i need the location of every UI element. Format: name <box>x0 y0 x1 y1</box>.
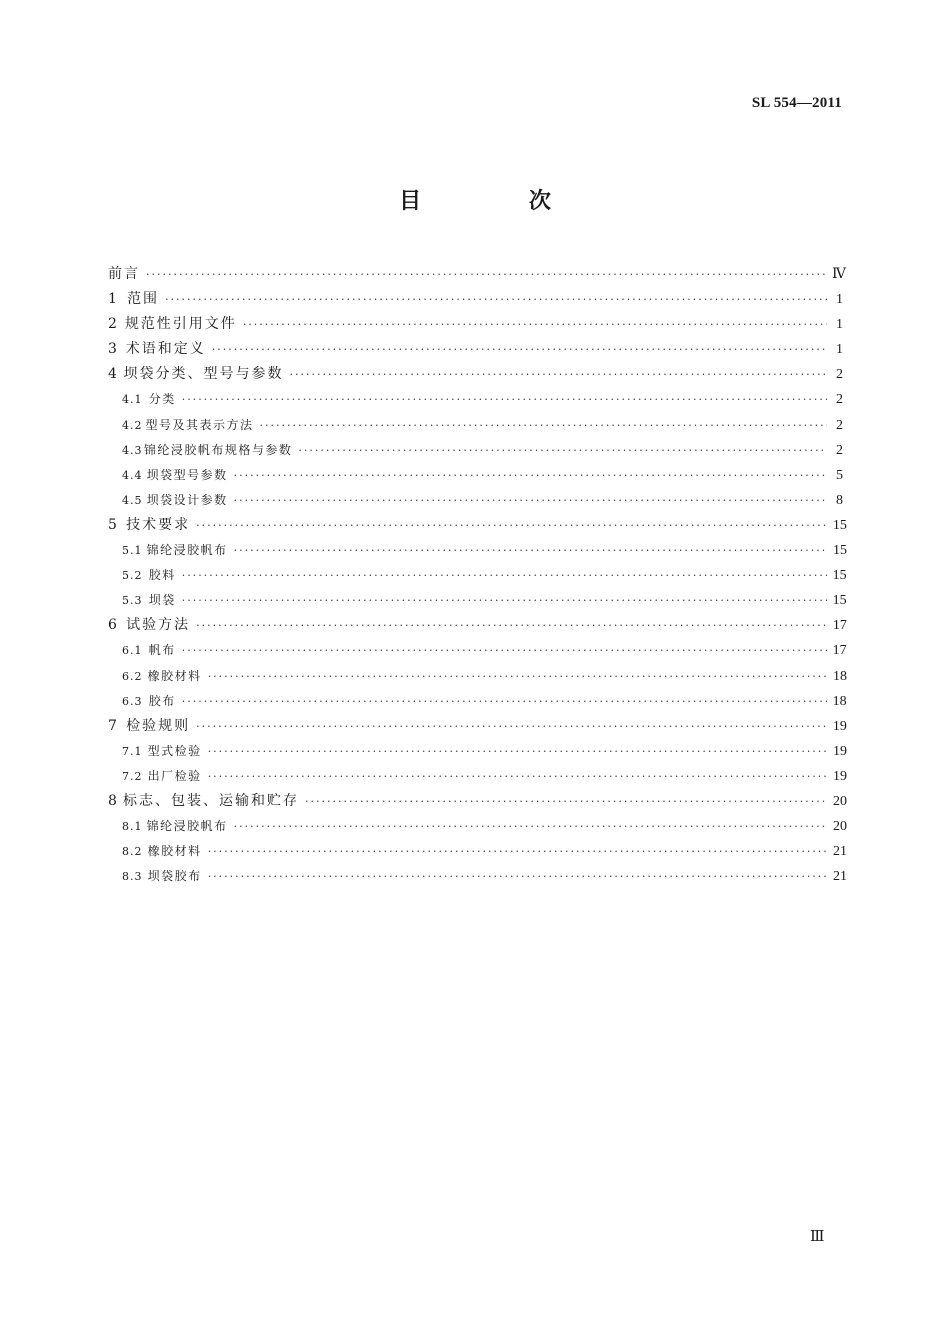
toc-entry-label: 帆布 <box>148 643 176 658</box>
toc-entry-label: 检验规则 <box>126 717 191 734</box>
toc-entry-label: 坝袋设计参数 <box>146 492 228 507</box>
toc-dot-leader <box>260 413 827 438</box>
toc-dot-leader <box>146 262 826 287</box>
toc-dot-leader <box>196 613 827 638</box>
toc-entry[interactable] <box>108 337 843 362</box>
toc-entry-number: 7.2 <box>122 769 143 783</box>
toc-entry-page: 2 <box>836 417 843 433</box>
toc-entry-page: 15 <box>832 568 847 584</box>
toc-entry[interactable] <box>108 789 847 814</box>
toc-entry-page: 17 <box>832 618 847 634</box>
toc-entry-page: 19 <box>833 768 847 784</box>
toc-entry-label: 胶料 <box>148 568 176 583</box>
toc-entry-label: 范围 <box>127 291 160 308</box>
toc-entry[interactable] <box>108 814 847 839</box>
toc-entry-number: 4 <box>108 366 117 383</box>
toc-entry-label: 胶布 <box>148 693 176 708</box>
toc-entry[interactable] <box>108 463 843 488</box>
toc-entry-number: 4.1 <box>122 393 143 407</box>
toc-entry-number: 7.1 <box>122 744 143 758</box>
toc-dot-leader <box>208 764 827 789</box>
toc-entry-label: 试验方法 <box>126 617 191 634</box>
toc-entry-label: 坝袋胶布 <box>147 869 202 884</box>
toc-entry-label: 型号及其表示方法 <box>145 417 254 432</box>
toc-entry-label: 锦纶浸胶帆布 <box>146 819 228 834</box>
toc-entry[interactable] <box>108 638 847 663</box>
toc-entry-page: 18 <box>832 693 847 709</box>
toc-entry-label: 前言 <box>108 266 140 282</box>
toc-dot-leader <box>208 864 827 889</box>
toc-entry-number: 4.4 <box>122 468 143 482</box>
toc-entry-label: 坝袋分类、型号与参数 <box>123 366 284 383</box>
toc-entry-number: 6.3 <box>122 694 143 708</box>
toc-entry-number: 8.2 <box>122 845 143 859</box>
toc-entry-page: 19 <box>833 743 847 759</box>
toc-dot-leader <box>305 789 827 814</box>
toc-entry-number: 5.1 <box>122 544 143 558</box>
toc-entry-label: 出厂检验 <box>147 768 202 783</box>
toc-entry[interactable] <box>108 287 843 312</box>
toc-entry[interactable] <box>108 689 847 714</box>
toc-entry-label: 坝袋 <box>148 593 176 608</box>
toc-entry-page: 15 <box>832 517 847 533</box>
toc-entry[interactable] <box>108 563 847 588</box>
standard-code: SL 554—2011 <box>751 95 842 111</box>
toc-dot-leader <box>212 337 827 362</box>
toc-dot-leader <box>196 714 827 739</box>
toc-entry[interactable] <box>108 262 847 287</box>
toc-dot-leader <box>234 488 827 513</box>
toc-entry-page: 15 <box>833 543 847 559</box>
toc-entry-page: 1 <box>836 342 843 358</box>
toc-entry-page: 5 <box>836 467 843 483</box>
toc-dot-leader <box>234 814 827 839</box>
toc-entry-page: 8 <box>836 492 843 508</box>
toc-dot-leader <box>182 588 827 613</box>
toc-entry[interactable] <box>108 864 847 889</box>
toc-entry[interactable] <box>108 488 843 513</box>
toc-entry-label: 分类 <box>148 392 176 407</box>
toc-entry-label: 坝袋型号参数 <box>146 467 228 482</box>
toc-entry[interactable] <box>108 739 847 764</box>
page-title: 目 次 <box>399 189 601 214</box>
toc-entry-number: 8 <box>108 792 117 809</box>
toc-entry-number: 4.3 <box>122 443 143 457</box>
toc-entry-page: 2 <box>836 442 843 458</box>
toc-entry-page: 19 <box>832 718 847 734</box>
toc-dot-leader <box>234 463 827 488</box>
toc-entry-page: 17 <box>832 643 847 659</box>
toc-entry-label: 术语和定义 <box>125 341 206 358</box>
toc-entry-label: 标志、包装、运输和贮存 <box>123 792 300 809</box>
page-number: Ⅲ <box>810 1229 825 1245</box>
toc-entry-number: 5 <box>108 516 117 533</box>
toc-entry-page: 18 <box>833 668 847 684</box>
toc-entry-number: 8.1 <box>122 820 143 834</box>
toc-entry-number: 5.2 <box>122 569 143 583</box>
toc-entry-page: 2 <box>836 367 843 383</box>
toc-entry-page: 20 <box>833 819 847 835</box>
toc-entry-page: 15 <box>832 593 847 609</box>
toc-entry-number: 2 <box>108 316 117 333</box>
toc-entry[interactable] <box>108 538 847 563</box>
toc-dot-leader <box>182 689 827 714</box>
toc-entry-number: 6.1 <box>122 644 143 658</box>
toc-dot-leader <box>165 287 827 312</box>
toc-entry-page: 1 <box>836 292 843 308</box>
toc-entry[interactable] <box>108 764 847 789</box>
toc-entry-page: 21 <box>833 844 847 860</box>
toc-entry-label: 型式检验 <box>147 743 202 758</box>
toc-dot-leader <box>243 312 827 337</box>
toc-entry[interactable] <box>108 312 843 337</box>
toc-entry[interactable] <box>108 438 843 463</box>
toc-entry-number: 8.3 <box>122 870 143 884</box>
toc-entry-number: 1 <box>108 291 117 308</box>
table-of-contents <box>108 262 847 889</box>
toc-entry[interactable] <box>108 839 847 864</box>
toc-entry-page: 20 <box>833 793 847 809</box>
toc-entry-number: 6.2 <box>122 669 143 683</box>
toc-entry-number: 6 <box>108 617 117 634</box>
toc-dot-leader <box>208 739 827 764</box>
toc-dot-leader <box>298 438 827 463</box>
toc-dot-leader <box>234 538 827 563</box>
toc-entry-label: 规范性引用文件 <box>124 316 237 333</box>
toc-entry[interactable] <box>108 362 843 387</box>
toc-dot-leader <box>208 839 827 864</box>
toc-entry[interactable] <box>108 513 847 538</box>
toc-entry[interactable] <box>108 613 847 638</box>
toc-entry[interactable] <box>108 387 843 412</box>
toc-entry[interactable] <box>108 413 843 438</box>
toc-dot-leader <box>182 563 827 588</box>
toc-entry-label: 锦纶浸胶帆布规格与参数 <box>143 442 293 457</box>
toc-entry-page: 21 <box>833 869 847 885</box>
toc-entry-number: 5.3 <box>122 594 143 608</box>
toc-entry-number: 7 <box>108 717 117 734</box>
toc-entry[interactable] <box>108 664 847 689</box>
toc-dot-leader <box>182 638 827 663</box>
toc-entry[interactable] <box>108 714 847 739</box>
toc-entry-page: 2 <box>836 392 843 408</box>
toc-entry-number: 3 <box>108 341 117 358</box>
toc-entry[interactable] <box>108 588 847 613</box>
toc-dot-leader <box>208 664 827 689</box>
toc-entry-number: 4.2 <box>122 418 143 432</box>
toc-entry-label: 技术要求 <box>126 516 191 533</box>
toc-entry-label: 橡胶材料 <box>147 668 202 683</box>
toc-dot-leader <box>289 362 827 387</box>
toc-entry-label: 锦纶浸胶帆布 <box>146 543 228 558</box>
toc-dot-leader <box>196 513 827 538</box>
toc-entry-number: 4.5 <box>122 493 143 507</box>
toc-dot-leader <box>182 387 827 412</box>
toc-entry-label: 橡胶材料 <box>147 844 202 859</box>
toc-entry-page: Ⅳ <box>832 267 847 282</box>
toc-entry-page: 1 <box>836 317 843 333</box>
